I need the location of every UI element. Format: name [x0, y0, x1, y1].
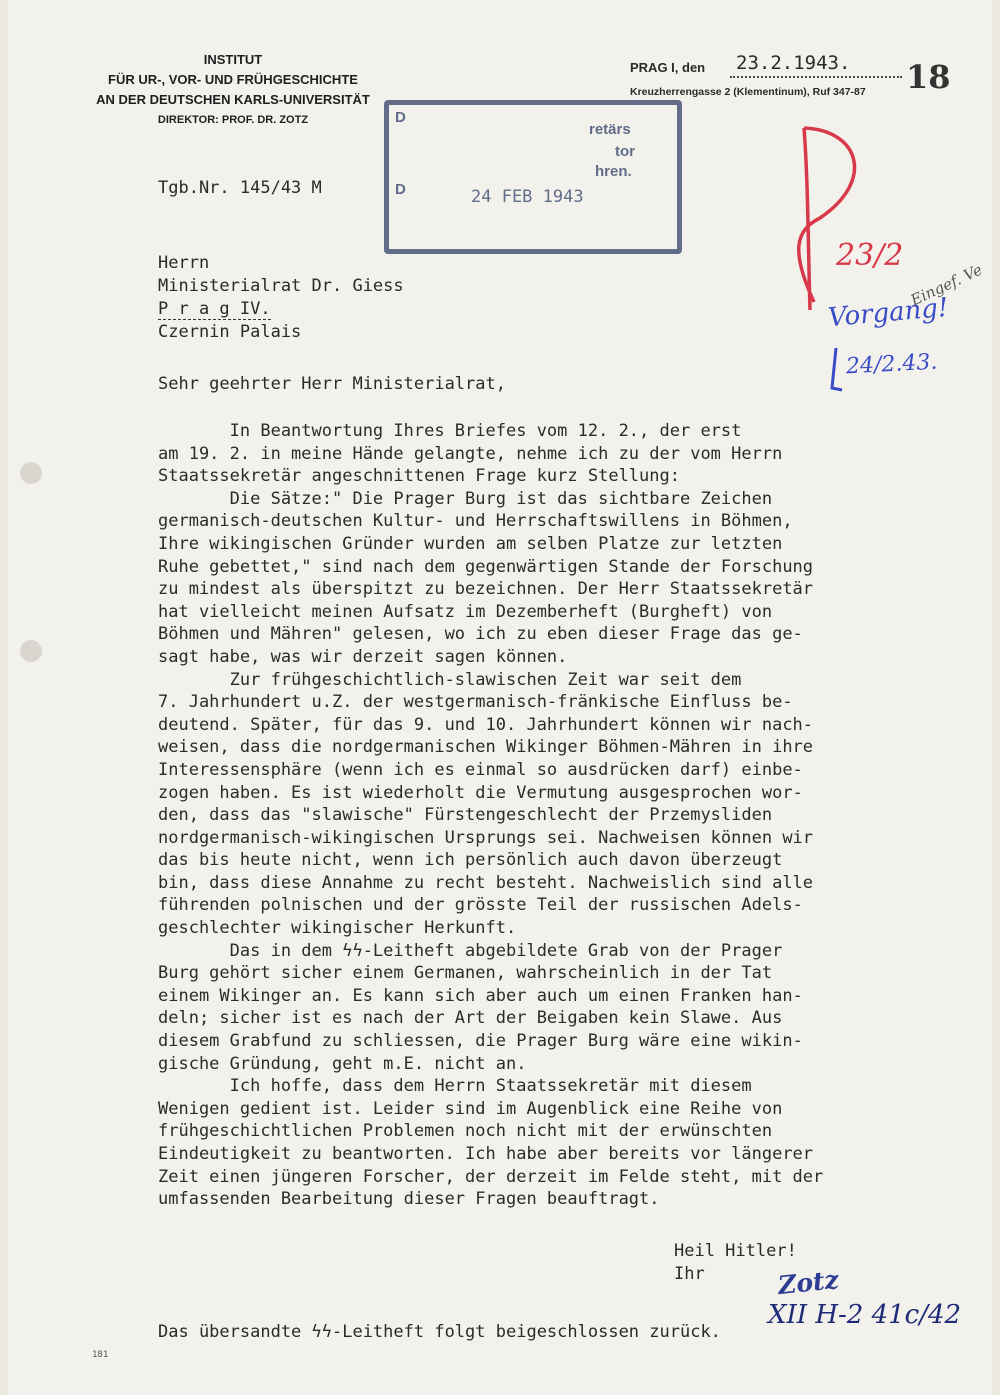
letterhead [78, 50, 388, 130]
body-line: Ich hoffe, dass dem Herrn Staatssekretär mit diesem [158, 1076, 752, 1097]
red-pencil-mark [764, 110, 874, 330]
recipient-line-1: Herrn [158, 253, 210, 273]
body-line: geschlechter wikingischer Herkunft. [158, 918, 517, 939]
body-line: den, dass das "slawische" Fürstengeschlecht der Przemysliden [158, 805, 773, 826]
salutation: Sehr geehrter Herr Ministerialrat, [158, 374, 506, 394]
stamp-received-date: 24 FEB 1943 [471, 187, 584, 207]
body-line: deln; sicher ist es nach der Art der Beigaben kein Slawe. Aus [158, 1008, 783, 1029]
letterhead-university: AN DER DEUTSCHEN KARLS-UNIVERSITÄT [96, 92, 370, 107]
recipient-line-4: Czernin Palais [158, 322, 302, 342]
body-line: führenden polnischen und der grösste Teil der russischen Adels- [158, 895, 803, 916]
footer-code: 181 [92, 1350, 109, 1360]
body-line: hat vielleicht meinen Aufsatz im Dezemberheft (Burgheft) von [158, 601, 773, 622]
body-line: Zur frühgeschichtlich-slawischen Zeit war seit dem [158, 669, 742, 690]
place-label: PRAG I, den [630, 60, 706, 75]
body-line: Ihre wikingischen Gründer wurden am selben Platze zur letzten [158, 533, 783, 554]
stamp-fragment-left-low: D [395, 181, 406, 198]
recipient-block [158, 252, 404, 344]
body-line: 7. Jahrhundert u.Z. der westgermanisch-fränkische Einfluss be- [158, 692, 793, 713]
letter-body [158, 420, 823, 1211]
body-line: Burg gehört sicher einem Germanen, wahrscheinlich in der Tat [158, 963, 773, 984]
body-line: deutend. Später, für das 9. und 10. Jahrhundert können wir nach- [158, 714, 814, 735]
folio-number: 18 [906, 58, 951, 96]
body-line: diesem Grabfund zu schliessen, die Prager Burg wäre eine wikin- [158, 1031, 803, 1052]
closing-greeting: Heil Hitler! [674, 1241, 797, 1261]
pencil-note: Eingef. Ve [907, 260, 985, 310]
postscript: Das übersandte ϟϟ-Leitheft folgt beigeschlossen zurück. [158, 1322, 721, 1342]
body-line: Interessensphäre (wenn ich es einmal so ausdrücken darf) einbe- [158, 759, 803, 780]
closing-ihr: Ihr [674, 1264, 705, 1284]
stamp-fragment-left-top: D [395, 109, 406, 126]
body-line: Zeit einen jüngeren Forscher, der derzeit im Felde steht, mit der [158, 1166, 824, 1187]
letterhead-director: DIREKTOR: PROF. DR. ZOTZ [157, 114, 309, 126]
recipient-line-2: Ministerialrat Dr. Giess [158, 276, 404, 296]
blue-date-note: 24/2.43. [845, 349, 938, 380]
stamp-fragment-right-mid: tor [615, 143, 635, 160]
file-number: XII H-2 41c/42 [768, 1300, 962, 1330]
red-date-note: 23/2 [836, 238, 904, 273]
letterhead-department: FÜR UR-, VOR- UND FRÜHGESCHICHTE [108, 72, 358, 87]
body-line: gische Gründung, geht m.E. nicht an. [158, 1053, 527, 1074]
body-line: In Beantwortung Ihres Briefes vom 12. 2., der erst [158, 421, 742, 441]
body-line: germanisch-deutschen Kultur- und Herrschaftswillens in Böhmen, [158, 511, 793, 532]
stamp-fragment-right-top: retärs [589, 121, 631, 138]
body-line: bin, dass diese Annahme zu recht besteht. Nachweislich sind alle [158, 872, 814, 893]
body-line: das bis heute nicht, wenn ich persönlich auch davon überzeugt [158, 850, 783, 871]
letter-date: 23.2.1943. [736, 52, 851, 74]
body-line: einem Wikinger an. Es kann sich aber auch um einen Franken han- [158, 985, 803, 1006]
body-line: sagt habe, was wir derzeit sagen können. [158, 646, 568, 667]
institute-address: Kreuzherrengasse 2 (Klementinum), Ruf 347-87 [630, 86, 866, 98]
date-dotted-line [730, 76, 902, 78]
stamp-fragment-right-low: hren. [595, 163, 632, 180]
receipt-stamp [384, 100, 682, 254]
body-line: Das in dem ϟϟ-Leitheft abgebildete Grab von der Prager [158, 940, 783, 961]
signature: Zotz [776, 1264, 841, 1301]
letterhead-institute: INSTITUT [203, 52, 263, 67]
letter-page [8, 0, 992, 1395]
body-line: umfassenden Bearbeitung dieser Fragen beauftragt. [158, 1189, 660, 1210]
body-line: Wenigen gedient ist. Leider sind im Augenblick eine Reihe von [158, 1098, 783, 1119]
blue-pencil-stroke [826, 344, 846, 394]
reference-number: Tgb.Nr. 145/43 M [158, 178, 322, 198]
punch-hole-top [20, 462, 42, 484]
body-line: frühgeschichtlichen Problemen noch nicht mit der erwünschten [158, 1121, 773, 1142]
body-line: Böhmen und Mähren" gelesen, wo ich zu eben dieser Frage das ge- [158, 624, 803, 645]
body-line: weisen, dass die nordgermanischen Wikinger Böhmen-Mähren in ihre [158, 737, 814, 758]
body-line: zogen haben. Es ist wiederholt die Vermutung ausgesprochen wor- [158, 782, 803, 803]
body-line: zu mindest als überspitzt zu bezeichnen. Der Herr Staatssekretär [158, 579, 814, 600]
recipient-city: P r a g IV. [158, 299, 271, 319]
body-line: Ruhe gebettet," sind nach dem gegenwärtigen Stande der Forschung [158, 556, 814, 577]
body-line: Eindeutigkeit zu beantworten. Ich habe aber bereits vor längerer [158, 1144, 814, 1164]
punch-hole-bottom [20, 640, 42, 662]
body-line: nordgermanisch-wikingischen Ursprungs sei. Nachweisen können wir [158, 827, 814, 848]
body-line: am 19. 2. in meine Hände gelangte, nehme ich zu der vom Herrn [158, 443, 783, 464]
blue-vorgang-note: Vorgang! [826, 292, 950, 334]
body-line: Staatssekretär angeschnittenen Frage kurz Stellung: [158, 466, 680, 487]
body-line: Die Sätze:" Die Prager Burg ist das sichtbare Zeichen [158, 488, 773, 509]
